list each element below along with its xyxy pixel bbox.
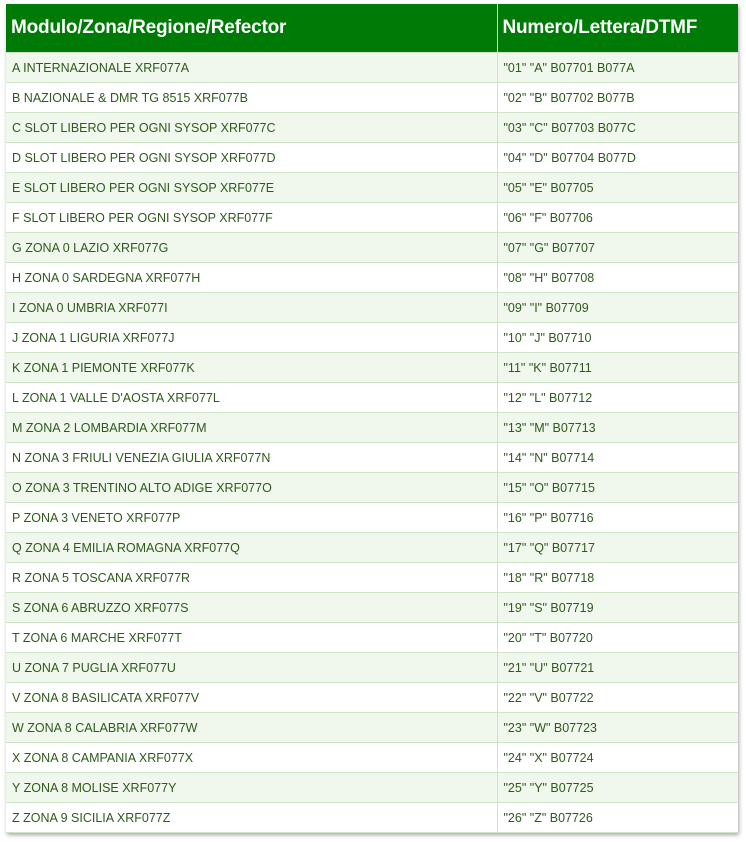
table-row <box>6 53 738 83</box>
cell-modulo-zona: T ZONA 6 MARCHE XRF077T <box>6 623 497 653</box>
cell-modulo-zona: B NAZIONALE & DMR TG 8515 XRF077B <box>6 83 497 113</box>
table-row <box>6 683 738 713</box>
table-row <box>6 323 738 353</box>
table-row <box>6 593 738 623</box>
cell-numero-dtmf: "13" "M" B07713 <box>497 413 738 443</box>
cell-modulo-zona: P ZONA 3 VENETO XRF077P <box>6 503 497 533</box>
cell-numero-dtmf: "05" "E" B07705 <box>497 173 738 203</box>
cell-numero-dtmf: "24" "X" B07724 <box>497 743 738 773</box>
cell-numero-dtmf: "22" "V" B07722 <box>497 683 738 713</box>
cell-numero-dtmf: "18" "R" B07718 <box>497 563 738 593</box>
table-row <box>6 203 738 233</box>
table-row <box>6 293 738 323</box>
cell-modulo-zona: V ZONA 8 BASILICATA XRF077V <box>6 683 497 713</box>
table-row <box>6 383 738 413</box>
cell-numero-dtmf: "04" "D" B07704 B077D <box>497 143 738 173</box>
cell-numero-dtmf: "03" "C" B07703 B077C <box>497 113 738 143</box>
table-row <box>6 803 738 833</box>
cell-modulo-zona: Q ZONA 4 EMILIA ROMAGNA XRF077Q <box>6 533 497 563</box>
header-row <box>6 4 738 53</box>
cell-numero-dtmf: "23" "W" B07723 <box>497 713 738 743</box>
cell-modulo-zona: Y ZONA 8 MOLISE XRF077Y <box>6 773 497 803</box>
table-row <box>6 503 738 533</box>
cell-modulo-zona: N ZONA 3 FRIULI VENEZIA GIULIA XRF077N <box>6 443 497 473</box>
cell-modulo-zona: C SLOT LIBERO PER OGNI SYSOP XRF077C <box>6 113 497 143</box>
cell-numero-dtmf: "14" "N" B07714 <box>497 443 738 473</box>
cell-modulo-zona: X ZONA 8 CAMPANIA XRF077X <box>6 743 497 773</box>
cell-numero-dtmf: "21" "U" B07721 <box>497 653 738 683</box>
cell-numero-dtmf: "06" "F" B07706 <box>497 203 738 233</box>
reflector-table-container <box>6 4 738 833</box>
table-row <box>6 413 738 443</box>
cell-numero-dtmf: "02" "B" B07702 B077B <box>497 83 738 113</box>
cell-modulo-zona: Z ZONA 9 SICILIA XRF077Z <box>6 803 497 833</box>
cell-modulo-zona: J ZONA 1 LIGURIA XRF077J <box>6 323 497 353</box>
cell-numero-dtmf: "25" "Y" B07725 <box>497 773 738 803</box>
cell-numero-dtmf: "01" "A" B07701 B077A <box>497 53 738 83</box>
cell-modulo-zona: L ZONA 1 VALLE D'AOSTA XRF077L <box>6 383 497 413</box>
cell-modulo-zona: R ZONA 5 TOSCANA XRF077R <box>6 563 497 593</box>
cell-numero-dtmf: "08" "H" B07708 <box>497 263 738 293</box>
cell-modulo-zona: O ZONA 3 TRENTINO ALTO ADIGE XRF077O <box>6 473 497 503</box>
cell-numero-dtmf: "15" "O" B07715 <box>497 473 738 503</box>
table-row <box>6 233 738 263</box>
cell-numero-dtmf: "07" "G" B07707 <box>497 233 738 263</box>
cell-numero-dtmf: "26" "Z" B07726 <box>497 803 738 833</box>
cell-modulo-zona: I ZONA 0 UMBRIA XRF077I <box>6 293 497 323</box>
cell-numero-dtmf: "12" "L" B07712 <box>497 383 738 413</box>
table-row <box>6 533 738 563</box>
reflector-table <box>6 4 738 833</box>
table-row <box>6 113 738 143</box>
column-header-numero: Numero/Lettera/DTMF <box>497 4 738 53</box>
cell-numero-dtmf: "16" "P" B07716 <box>497 503 738 533</box>
table-row <box>6 263 738 293</box>
table-row <box>6 653 738 683</box>
cell-modulo-zona: G ZONA 0 LAZIO XRF077G <box>6 233 497 263</box>
column-header-modulo: Modulo/Zona/Regione/Refector <box>6 4 497 53</box>
table-row <box>6 143 738 173</box>
table-row <box>6 773 738 803</box>
cell-modulo-zona: E SLOT LIBERO PER OGNI SYSOP XRF077E <box>6 173 497 203</box>
cell-modulo-zona: F SLOT LIBERO PER OGNI SYSOP XRF077F <box>6 203 497 233</box>
cell-numero-dtmf: "09" "I" B07709 <box>497 293 738 323</box>
table-row <box>6 353 738 383</box>
table-row <box>6 443 738 473</box>
cell-numero-dtmf: "17" "Q" B07717 <box>497 533 738 563</box>
table-row <box>6 623 738 653</box>
table-row <box>6 563 738 593</box>
table-row <box>6 83 738 113</box>
cell-numero-dtmf: "20" "T" B07720 <box>497 623 738 653</box>
table-row <box>6 473 738 503</box>
cell-modulo-zona: K ZONA 1 PIEMONTE XRF077K <box>6 353 497 383</box>
table-header <box>6 4 738 53</box>
table-body <box>6 53 738 833</box>
table-row <box>6 713 738 743</box>
cell-modulo-zona: A INTERNAZIONALE XRF077A <box>6 53 497 83</box>
cell-modulo-zona: H ZONA 0 SARDEGNA XRF077H <box>6 263 497 293</box>
cell-modulo-zona: W ZONA 8 CALABRIA XRF077W <box>6 713 497 743</box>
cell-modulo-zona: M ZONA 2 LOMBARDIA XRF077M <box>6 413 497 443</box>
cell-modulo-zona: S ZONA 6 ABRUZZO XRF077S <box>6 593 497 623</box>
cell-numero-dtmf: "10" "J" B07710 <box>497 323 738 353</box>
cell-numero-dtmf: "11" "K" B07711 <box>497 353 738 383</box>
cell-modulo-zona: U ZONA 7 PUGLIA XRF077U <box>6 653 497 683</box>
cell-modulo-zona: D SLOT LIBERO PER OGNI SYSOP XRF077D <box>6 143 497 173</box>
table-row <box>6 743 738 773</box>
cell-numero-dtmf: "19" "S" B07719 <box>497 593 738 623</box>
table-row <box>6 173 738 203</box>
